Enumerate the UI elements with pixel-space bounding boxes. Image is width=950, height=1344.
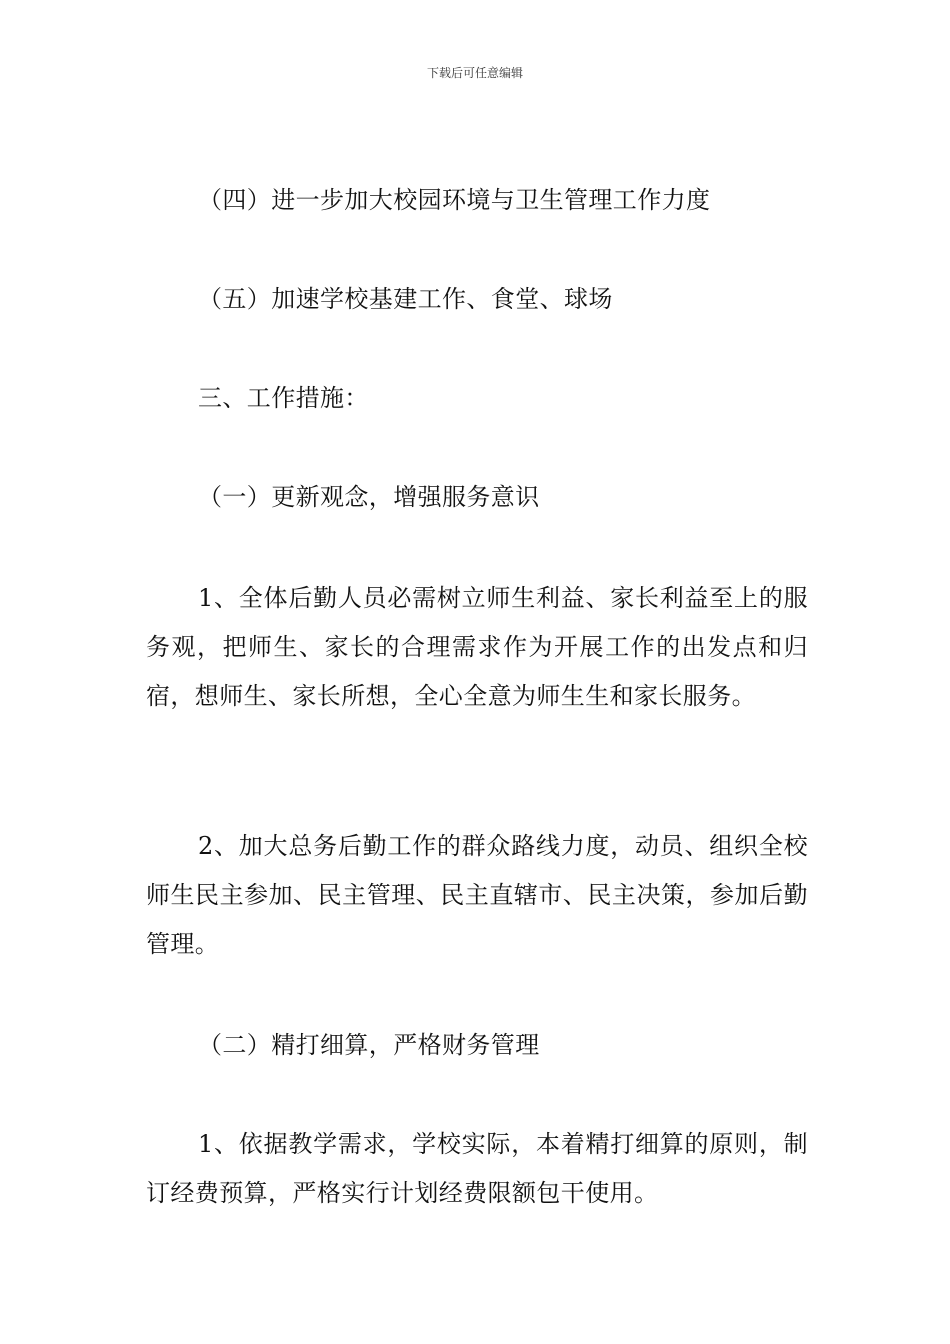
paragraph-service-1: 1、全体后勤人员必需树立师生利益、家长利益至上的服务观，把师生、家长的合理需求作为开展工作的出发点和归宿，想师生、家长所想，全心全意为师生生和家长服务。	[146, 584, 808, 710]
section-heading-4: （四）进一步加大校园环境与卫生管理工作力度	[198, 186, 711, 214]
page-header: 下载后可任意编辑	[426, 66, 523, 80]
paragraph-service-2: 2、加大总务后勤工作的群众路线力度，动员、组织全校师生民主参加、民主管理、民主直辖市、民主决策，参加后勤管理。	[146, 832, 808, 958]
section-heading-5: （五）加速学校基建工作、食堂、球场	[198, 285, 613, 313]
subsection-heading-2: （二）精打细算，严格财务管理	[198, 1031, 540, 1059]
chapter-heading-measures: 三、工作措施：	[198, 384, 369, 412]
subsection-heading-1: （一）更新观念，增强服务意识	[198, 483, 540, 511]
paragraph-finance-1: 1、依据教学需求，学校实际，本着精打细算的原则，制订经费预算，严格实行计划经费限额包干使用。	[146, 1130, 808, 1207]
